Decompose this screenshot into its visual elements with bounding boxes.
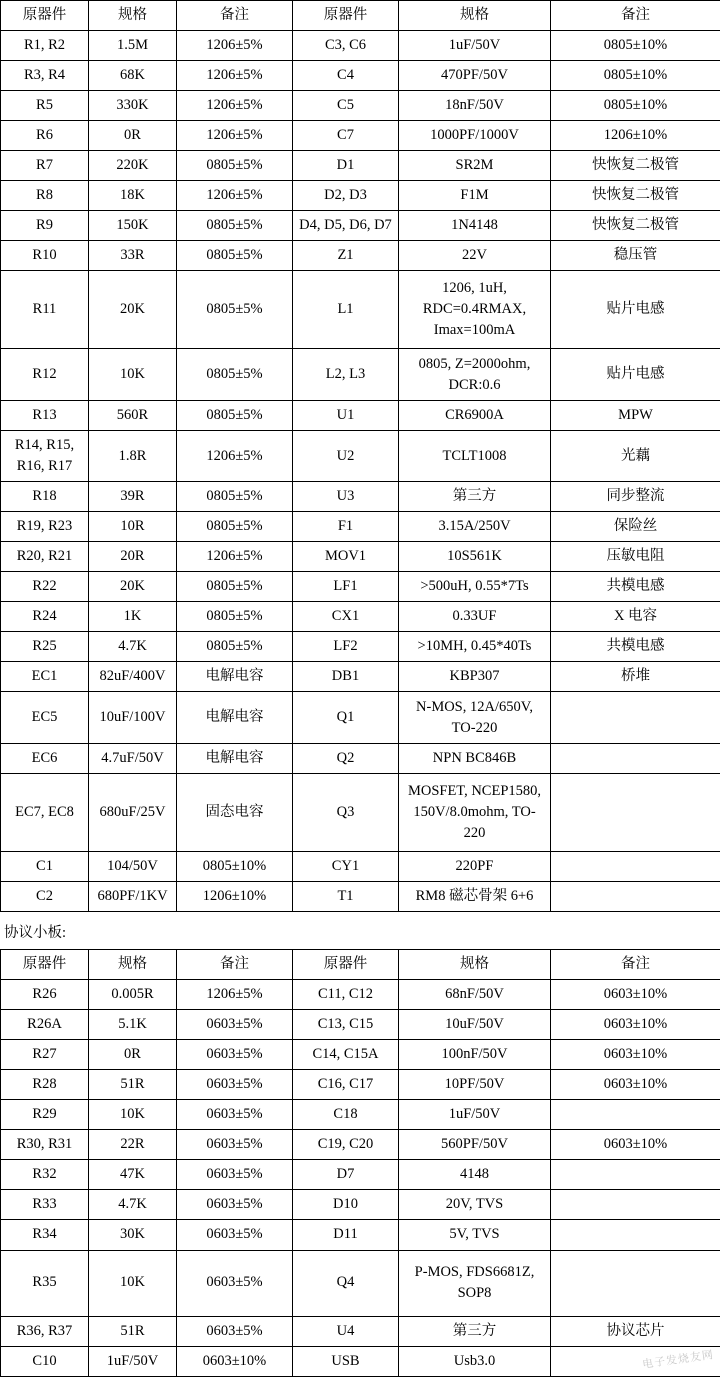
cell-remark-2: 快恢复二极管 [551, 211, 720, 241]
cell-remark-1: 0805±5% [177, 632, 293, 662]
cell-spec-2: 1uF/50V [399, 31, 551, 61]
header-cell-remark-2: 备注 [551, 950, 720, 980]
cell-component-2: L2, L3 [293, 349, 399, 401]
cell-spec-2: 18nF/50V [399, 91, 551, 121]
main-bom-body [1, 1, 720, 912]
header-cell-component-2: 原器件 [293, 950, 399, 980]
cell-remark-1: 0603±5% [177, 1160, 293, 1190]
cell-remark-1: 1206±5% [177, 980, 293, 1010]
protocol-board-section-label: 协议小板: [0, 912, 720, 949]
cell-spec-1: 39R [89, 482, 177, 512]
cell-spec-2: 4148 [399, 1160, 551, 1190]
cell-remark-2 [551, 1220, 720, 1250]
cell-component-1: R13 [1, 401, 89, 431]
cell-remark-1: 0603±5% [177, 1130, 293, 1160]
cell-spec-1: 1.8R [89, 431, 177, 482]
cell-component-2: MOV1 [293, 542, 399, 572]
cell-spec-1: 10K [89, 1100, 177, 1130]
cell-remark-2 [551, 852, 720, 882]
cell-spec-1: 560R [89, 401, 177, 431]
cell-component-1: R19, R23 [1, 512, 89, 542]
cell-remark-2: 快恢复二极管 [551, 181, 720, 211]
cell-component-2: C3, C6 [293, 31, 399, 61]
cell-component-2: DB1 [293, 662, 399, 692]
cell-component-1: R5 [1, 91, 89, 121]
cell-component-1: R24 [1, 602, 89, 632]
cell-spec-2: 第三方 [399, 1316, 551, 1346]
cell-spec-2: CR6900A [399, 401, 551, 431]
cell-component-2: Q3 [293, 774, 399, 852]
cell-remark-1: 电解电容 [177, 744, 293, 774]
table-row [1, 91, 720, 121]
cell-remark-1: 0805±5% [177, 401, 293, 431]
cell-component-2: USB [293, 1346, 399, 1376]
cell-component-1: R7 [1, 151, 89, 181]
cell-component-2: C14, C15A [293, 1040, 399, 1070]
cell-component-2: C19, C20 [293, 1130, 399, 1160]
cell-spec-1: 30K [89, 1220, 177, 1250]
cell-component-1: R18 [1, 482, 89, 512]
cell-remark-2: X 电容 [551, 602, 720, 632]
cell-component-1: R20, R21 [1, 542, 89, 572]
cell-spec-2: P-MOS, FDS6681Z, SOP8 [399, 1250, 551, 1316]
cell-spec-2: TCLT1008 [399, 431, 551, 482]
table-row [1, 662, 720, 692]
table-row [1, 1250, 720, 1316]
cell-remark-1: 电解电容 [177, 692, 293, 744]
cell-spec-1: 0.005R [89, 980, 177, 1010]
cell-spec-2: 10uF/50V [399, 1010, 551, 1040]
cell-component-2: CX1 [293, 602, 399, 632]
cell-component-2: C5 [293, 91, 399, 121]
cell-component-2: CY1 [293, 852, 399, 882]
cell-component-2: Z1 [293, 241, 399, 271]
cell-component-1: R36, R37 [1, 1316, 89, 1346]
cell-remark-1: 固态电容 [177, 774, 293, 852]
table-row [1, 542, 720, 572]
table-row [1, 1130, 720, 1160]
cell-component-1: C10 [1, 1346, 89, 1376]
cell-component-2: F1 [293, 512, 399, 542]
cell-spec-1: 0R [89, 1040, 177, 1070]
cell-remark-1: 1206±5% [177, 121, 293, 151]
header-cell-remark-1: 备注 [177, 950, 293, 980]
table-row [1, 1346, 720, 1376]
cell-spec-1: 68K [89, 61, 177, 91]
cell-remark-1: 0805±5% [177, 512, 293, 542]
cell-remark-2: 光藕 [551, 431, 720, 482]
watermark-text: 电子发烧友网 [641, 1346, 715, 1372]
cell-spec-1: 10K [89, 349, 177, 401]
cell-component-2: D1 [293, 151, 399, 181]
table-row [1, 31, 720, 61]
table-row [1, 1040, 720, 1070]
cell-spec-2: 0805, Z=2000ohm, DCR:0.6 [399, 349, 551, 401]
cell-spec-2: KBP307 [399, 662, 551, 692]
table-row [1, 271, 720, 349]
table-row [1, 1220, 720, 1250]
cell-remark-2 [551, 692, 720, 744]
cell-remark-1: 0603±5% [177, 1220, 293, 1250]
cell-remark-1: 1206±5% [177, 542, 293, 572]
cell-remark-2: MPW [551, 401, 720, 431]
cell-component-1: EC7, EC8 [1, 774, 89, 852]
cell-spec-2: 10PF/50V [399, 1070, 551, 1100]
cell-remark-2: 0603±10% [551, 980, 720, 1010]
cell-spec-2: MOSFET, NCEP1580, 150V/8.0mohm, TO-220 [399, 774, 551, 852]
cell-spec-1: 220K [89, 151, 177, 181]
cell-component-1: R26A [1, 1010, 89, 1040]
cell-remark-2: 0805±10% [551, 31, 720, 61]
table-row [1, 211, 720, 241]
cell-spec-1: 10uF/100V [89, 692, 177, 744]
cell-remark-1: 0805±10% [177, 852, 293, 882]
cell-component-2: C4 [293, 61, 399, 91]
cell-spec-2: N-MOS, 12A/650V, TO-220 [399, 692, 551, 744]
table-row [1, 774, 720, 852]
cell-remark-2: 1206±10% [551, 121, 720, 151]
cell-remark-1: 0603±5% [177, 1070, 293, 1100]
cell-remark-1: 1206±5% [177, 431, 293, 482]
cell-remark-2 [551, 1100, 720, 1130]
cell-remark-1: 0805±5% [177, 572, 293, 602]
cell-spec-2: 68nF/50V [399, 980, 551, 1010]
cell-component-1: EC6 [1, 744, 89, 774]
cell-remark-2: 0805±10% [551, 61, 720, 91]
cell-remark-2: 协议芯片 [551, 1316, 720, 1346]
cell-spec-1: 51R [89, 1316, 177, 1346]
cell-component-1: R9 [1, 211, 89, 241]
cell-component-1: R29 [1, 1100, 89, 1130]
cell-remark-2: 快恢复二极管 [551, 151, 720, 181]
cell-component-2: U1 [293, 401, 399, 431]
cell-spec-2: 3.15A/250V [399, 512, 551, 542]
table-row [1, 980, 720, 1010]
cell-spec-2: 470PF/50V [399, 61, 551, 91]
table-row [1, 349, 720, 401]
cell-remark-2 [551, 1160, 720, 1190]
cell-remark-1: 0805±5% [177, 271, 293, 349]
cell-component-2: U2 [293, 431, 399, 482]
cell-remark-1: 1206±5% [177, 181, 293, 211]
cell-remark-2: 保险丝 [551, 512, 720, 542]
cell-spec-2: 560PF/50V [399, 1130, 551, 1160]
cell-spec-2: 0.33UF [399, 602, 551, 632]
table-row [1, 482, 720, 512]
cell-component-1: R22 [1, 572, 89, 602]
cell-spec-2: F1M [399, 181, 551, 211]
cell-component-2: Q2 [293, 744, 399, 774]
header-cell-remark-2: 备注 [551, 1, 720, 31]
cell-spec-1: 20R [89, 542, 177, 572]
cell-component-2: C18 [293, 1100, 399, 1130]
cell-spec-1: 4.7K [89, 632, 177, 662]
cell-remark-2: 共模电感 [551, 572, 720, 602]
cell-spec-1: 33R [89, 241, 177, 271]
cell-spec-1: 5.1K [89, 1010, 177, 1040]
cell-spec-1: 680uF/25V [89, 774, 177, 852]
cell-remark-2: 0603±10% [551, 1040, 720, 1070]
table-row [1, 1316, 720, 1346]
table-row [1, 1190, 720, 1220]
cell-spec-2: Usb3.0 [399, 1346, 551, 1376]
cell-spec-1: 20K [89, 271, 177, 349]
cell-component-2: C13, C15 [293, 1010, 399, 1040]
cell-remark-1: 0805±5% [177, 151, 293, 181]
table-row [1, 852, 720, 882]
cell-remark-1: 1206±10% [177, 882, 293, 912]
cell-spec-2: 220PF [399, 852, 551, 882]
cell-remark-2: 0603±10% [551, 1070, 720, 1100]
cell-component-2: C16, C17 [293, 1070, 399, 1100]
cell-component-1: R27 [1, 1040, 89, 1070]
cell-component-1: R26 [1, 980, 89, 1010]
cell-remark-1: 0603±5% [177, 1190, 293, 1220]
cell-component-1: C2 [1, 882, 89, 912]
cell-component-2: U3 [293, 482, 399, 512]
cell-remark-2 [551, 1250, 720, 1316]
table-row [1, 431, 720, 482]
cell-spec-2: 1N4148 [399, 211, 551, 241]
cell-spec-1: 1K [89, 602, 177, 632]
cell-component-2: Q1 [293, 692, 399, 744]
table-row [1, 1160, 720, 1190]
cell-component-2: D2, D3 [293, 181, 399, 211]
header-cell-component-1: 原器件 [1, 1, 89, 31]
cell-spec-1: 330K [89, 91, 177, 121]
cell-spec-2: 22V [399, 241, 551, 271]
cell-spec-2: 5V, TVS [399, 1220, 551, 1250]
cell-spec-1: 0R [89, 121, 177, 151]
cell-spec-1: 51R [89, 1070, 177, 1100]
table-header-row [1, 950, 720, 980]
cell-spec-1: 82uF/400V [89, 662, 177, 692]
cell-spec-1: 47K [89, 1160, 177, 1190]
cell-component-2: C7 [293, 121, 399, 151]
cell-spec-2: 第三方 [399, 482, 551, 512]
cell-remark-1: 0805±5% [177, 602, 293, 632]
cell-remark-1: 0603±5% [177, 1040, 293, 1070]
cell-spec-2: 1000PF/1000V [399, 121, 551, 151]
cell-spec-1: 22R [89, 1130, 177, 1160]
cell-remark-2: 贴片电感 [551, 271, 720, 349]
cell-remark-2 [551, 1346, 720, 1376]
header-cell-component-2: 原器件 [293, 1, 399, 31]
cell-spec-2: 1uF/50V [399, 1100, 551, 1130]
cell-spec-1: 4.7K [89, 1190, 177, 1220]
cell-component-1: C1 [1, 852, 89, 882]
cell-remark-2: 共模电感 [551, 632, 720, 662]
protocol-board-bom-table [0, 949, 720, 1376]
cell-remark-2: 0805±10% [551, 91, 720, 121]
cell-component-2: D10 [293, 1190, 399, 1220]
cell-component-2: U4 [293, 1316, 399, 1346]
cell-spec-1: 10R [89, 512, 177, 542]
cell-component-1: R34 [1, 1220, 89, 1250]
table-row [1, 572, 720, 602]
cell-remark-1: 0603±5% [177, 1010, 293, 1040]
cell-component-2: D11 [293, 1220, 399, 1250]
cell-remark-1: 0805±5% [177, 211, 293, 241]
cell-spec-1: 104/50V [89, 852, 177, 882]
header-cell-spec-1: 规格 [89, 950, 177, 980]
table-row [1, 692, 720, 744]
cell-component-1: R30, R31 [1, 1130, 89, 1160]
protocol-board-bom-body [1, 950, 720, 1376]
cell-remark-1: 0805±5% [177, 349, 293, 401]
table-row [1, 121, 720, 151]
cell-remark-2: 0603±10% [551, 1130, 720, 1160]
cell-remark-1: 0603±5% [177, 1100, 293, 1130]
cell-spec-2: SR2M [399, 151, 551, 181]
cell-spec-1: 1uF/50V [89, 1346, 177, 1376]
cell-spec-1: 10K [89, 1250, 177, 1316]
cell-remark-2: 压敏电阻 [551, 542, 720, 572]
cell-spec-1: 680PF/1KV [89, 882, 177, 912]
table-row [1, 181, 720, 211]
cell-remark-2 [551, 774, 720, 852]
header-cell-spec-2: 规格 [399, 950, 551, 980]
cell-spec-1: 20K [89, 572, 177, 602]
cell-remark-1: 0603±5% [177, 1316, 293, 1346]
cell-component-1: R1, R2 [1, 31, 89, 61]
table-row [1, 241, 720, 271]
cell-component-1: R6 [1, 121, 89, 151]
table-row [1, 1100, 720, 1130]
cell-component-1: EC5 [1, 692, 89, 744]
cell-spec-2: 100nF/50V [399, 1040, 551, 1070]
header-cell-remark-1: 备注 [177, 1, 293, 31]
cell-component-1: R10 [1, 241, 89, 271]
table-row [1, 882, 720, 912]
cell-component-1: R32 [1, 1160, 89, 1190]
table-row [1, 1070, 720, 1100]
cell-component-2: LF1 [293, 572, 399, 602]
cell-component-2: C11, C12 [293, 980, 399, 1010]
cell-spec-2: 20V, TVS [399, 1190, 551, 1220]
cell-component-1: EC1 [1, 662, 89, 692]
cell-remark-2 [551, 1190, 720, 1220]
cell-spec-2: >10MH, 0.45*40Ts [399, 632, 551, 662]
cell-component-1: R28 [1, 1070, 89, 1100]
cell-remark-1: 0805±5% [177, 482, 293, 512]
cell-component-1: R14, R15, R16, R17 [1, 431, 89, 482]
cell-component-2: D4, D5, D6, D7 [293, 211, 399, 241]
cell-spec-2: 1206, 1uH, RDC=0.4RMAX, Imax=100mA [399, 271, 551, 349]
cell-spec-1: 1.5M [89, 31, 177, 61]
cell-component-2: LF2 [293, 632, 399, 662]
cell-component-1: R3, R4 [1, 61, 89, 91]
cell-remark-1: 电解电容 [177, 662, 293, 692]
cell-component-1: R11 [1, 271, 89, 349]
cell-remark-1: 0603±5% [177, 1250, 293, 1316]
table-header-row [1, 1, 720, 31]
cell-component-1: R33 [1, 1190, 89, 1220]
table-row [1, 744, 720, 774]
table-row [1, 1010, 720, 1040]
header-cell-spec-1: 规格 [89, 1, 177, 31]
cell-spec-2: NPN BC846B [399, 744, 551, 774]
cell-component-1: R12 [1, 349, 89, 401]
cell-spec-1: 18K [89, 181, 177, 211]
table-row [1, 602, 720, 632]
cell-component-1: R8 [1, 181, 89, 211]
cell-remark-2: 稳压管 [551, 241, 720, 271]
cell-remark-2: 贴片电感 [551, 349, 720, 401]
cell-remark-1: 1206±5% [177, 91, 293, 121]
cell-component-2: L1 [293, 271, 399, 349]
cell-remark-1: 0603±10% [177, 1346, 293, 1376]
cell-spec-1: 150K [89, 211, 177, 241]
cell-component-2: D7 [293, 1160, 399, 1190]
cell-remark-1: 1206±5% [177, 31, 293, 61]
cell-remark-2: 同步整流 [551, 482, 720, 512]
cell-spec-1: 4.7uF/50V [89, 744, 177, 774]
cell-component-2: Q4 [293, 1250, 399, 1316]
cell-spec-2: RM8 磁芯骨架 6+6 [399, 882, 551, 912]
cell-remark-2 [551, 744, 720, 774]
cell-remark-2: 桥堆 [551, 662, 720, 692]
cell-component-1: R25 [1, 632, 89, 662]
table-row [1, 401, 720, 431]
cell-remark-2: 0603±10% [551, 1010, 720, 1040]
cell-component-2: T1 [293, 882, 399, 912]
cell-remark-1: 0805±5% [177, 241, 293, 271]
header-cell-spec-2: 规格 [399, 1, 551, 31]
table-row [1, 61, 720, 91]
cell-remark-1: 1206±5% [177, 61, 293, 91]
table-row [1, 512, 720, 542]
header-cell-component-1: 原器件 [1, 950, 89, 980]
table-row [1, 151, 720, 181]
cell-remark-2 [551, 882, 720, 912]
cell-spec-2: 10S561K [399, 542, 551, 572]
table-row [1, 632, 720, 662]
cell-component-1: R35 [1, 1250, 89, 1316]
cell-spec-2: >500uH, 0.55*7Ts [399, 572, 551, 602]
